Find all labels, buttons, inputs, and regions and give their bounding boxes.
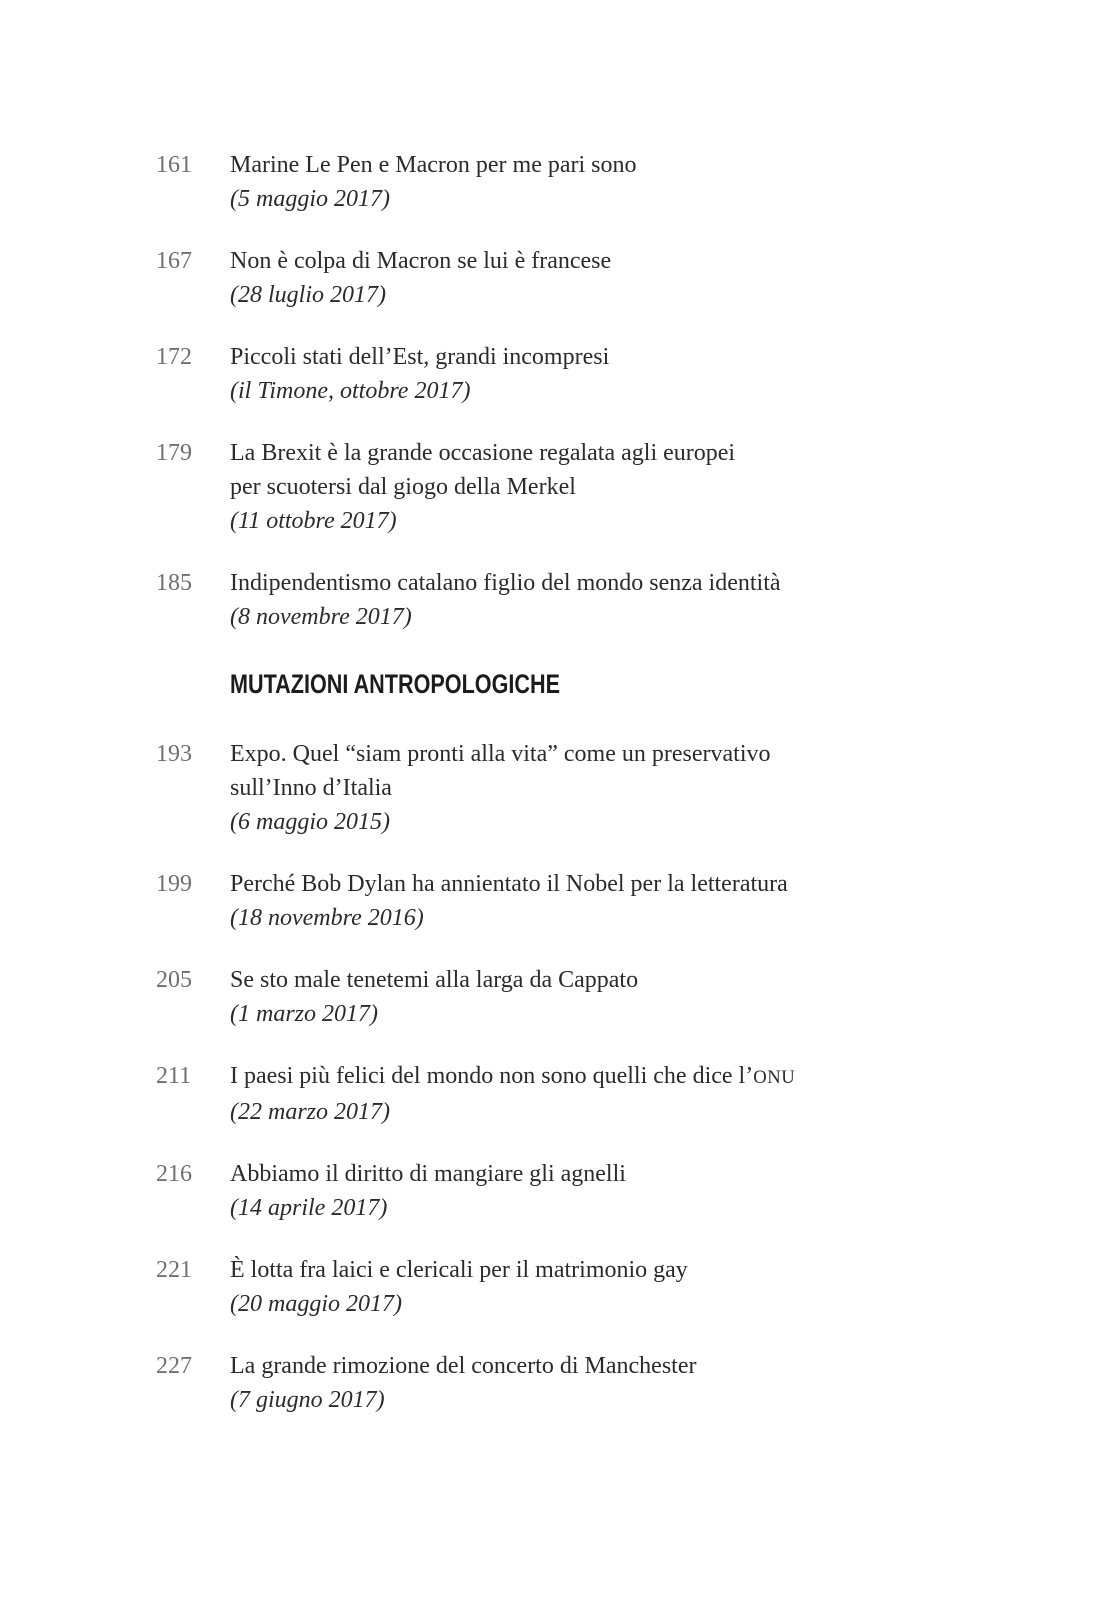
entry-date: (1 marzo 2017)	[230, 1001, 378, 1027]
entry-date: (20 maggio 2017)	[230, 1291, 402, 1317]
entry-title-line	[230, 1059, 986, 1095]
page-number: 193	[156, 741, 192, 767]
title-text: È lotta fra laici e clericali per il matrimonio gay	[230, 1257, 688, 1283]
table-of-contents	[156, 148, 986, 1445]
title-text: Se sto male tenetemi alla larga da Cappato	[230, 967, 639, 993]
toc-entry	[156, 1349, 986, 1417]
title-text: I paesi più felici del mondo non sono quelli che dice l’	[230, 1063, 754, 1089]
title-text: Abbiamo il diritto di mangiare gli agnelli	[230, 1161, 626, 1187]
page-number: 216	[156, 1161, 192, 1187]
title-text: La Brexit è la grande occasione regalata agli europei	[230, 440, 736, 466]
page-number: 185	[156, 570, 192, 596]
entry-date: (14 aprile 2017)	[230, 1195, 388, 1221]
entry-date: (22 marzo 2017)	[230, 1099, 390, 1125]
entry-title-line	[230, 470, 986, 504]
toc-entry	[156, 963, 986, 1031]
toc-entry	[156, 244, 986, 312]
entry-date: (6 maggio 2015)	[230, 809, 390, 835]
toc-entry	[156, 566, 986, 634]
toc-entry	[156, 148, 986, 216]
page-number: 199	[156, 871, 192, 897]
entry-title-line	[230, 436, 986, 470]
section-heading: MUTAZIONI ANTROPOLOGICHE	[230, 669, 560, 699]
toc-entry	[156, 436, 986, 538]
entry-text	[230, 1349, 986, 1417]
page-number: 211	[156, 1063, 192, 1089]
title-text: Indipendentismo catalano figlio del mondo senza identità	[230, 570, 781, 596]
title-text: Perché Bob Dylan ha annientato il Nobel per la letteratura	[230, 871, 788, 897]
entry-date: (il Timone, ottobre 2017)	[230, 378, 471, 404]
entry-title-line	[230, 244, 986, 278]
page-number: 161	[156, 152, 192, 178]
entry-date: (28 luglio 2017)	[230, 282, 386, 308]
entry-date: (18 novembre 2016)	[230, 905, 424, 931]
entry-title-line	[230, 737, 986, 771]
entry-date: (11 ottobre 2017)	[230, 508, 397, 534]
page-number: 179	[156, 440, 192, 466]
entry-text	[230, 148, 986, 216]
entry-text	[230, 737, 986, 839]
entry-title-line	[230, 1253, 986, 1287]
title-text: Piccoli stati dell’Est, grandi incompresi	[230, 344, 610, 370]
entry-title-line	[230, 771, 986, 805]
entry-title-line	[230, 1157, 986, 1191]
entry-text	[230, 1157, 986, 1225]
page-number: 221	[156, 1257, 192, 1283]
title-text: La grande rimozione del concerto di Manchester	[230, 1353, 697, 1379]
page-number: 172	[156, 344, 192, 370]
title-text: sull’Inno d’Italia	[230, 775, 392, 801]
toc-entry	[156, 1253, 986, 1321]
entry-title-line	[230, 1349, 986, 1383]
entry-text	[230, 340, 986, 408]
entry-title-line	[230, 148, 986, 182]
entry-date: (8 novembre 2017)	[230, 604, 412, 630]
entry-text	[230, 436, 986, 538]
entry-text	[230, 1059, 986, 1129]
entry-text	[230, 867, 986, 935]
entry-text	[230, 1253, 986, 1321]
toc-entry	[156, 867, 986, 935]
toc-entry	[156, 1059, 986, 1129]
entry-title-line	[230, 963, 986, 997]
toc-entry	[156, 1157, 986, 1225]
entry-date: (5 maggio 2017)	[230, 186, 390, 212]
page-number: 167	[156, 248, 192, 274]
entry-title-line	[230, 566, 986, 600]
entry-date: (7 giugno 2017)	[230, 1387, 385, 1413]
entry-text	[230, 963, 986, 1031]
entry-text	[230, 244, 986, 312]
page-number: 205	[156, 967, 192, 993]
entry-text	[230, 566, 986, 634]
title-text: Expo. Quel “siam pronti alla vita” come un preservativo	[230, 741, 771, 767]
entry-title-line	[230, 867, 986, 901]
page-number: 227	[156, 1353, 192, 1379]
title-text: per scuotersi dal giogo della Merkel	[230, 474, 576, 500]
title-text: Non è colpa di Macron se lui è francese	[230, 248, 612, 274]
toc-entry	[156, 737, 986, 839]
toc-entry	[156, 340, 986, 408]
entry-title-line	[230, 340, 986, 374]
small-caps-text: ONU	[753, 1067, 796, 1088]
title-text: Marine Le Pen e Macron per me pari sono	[230, 152, 637, 178]
